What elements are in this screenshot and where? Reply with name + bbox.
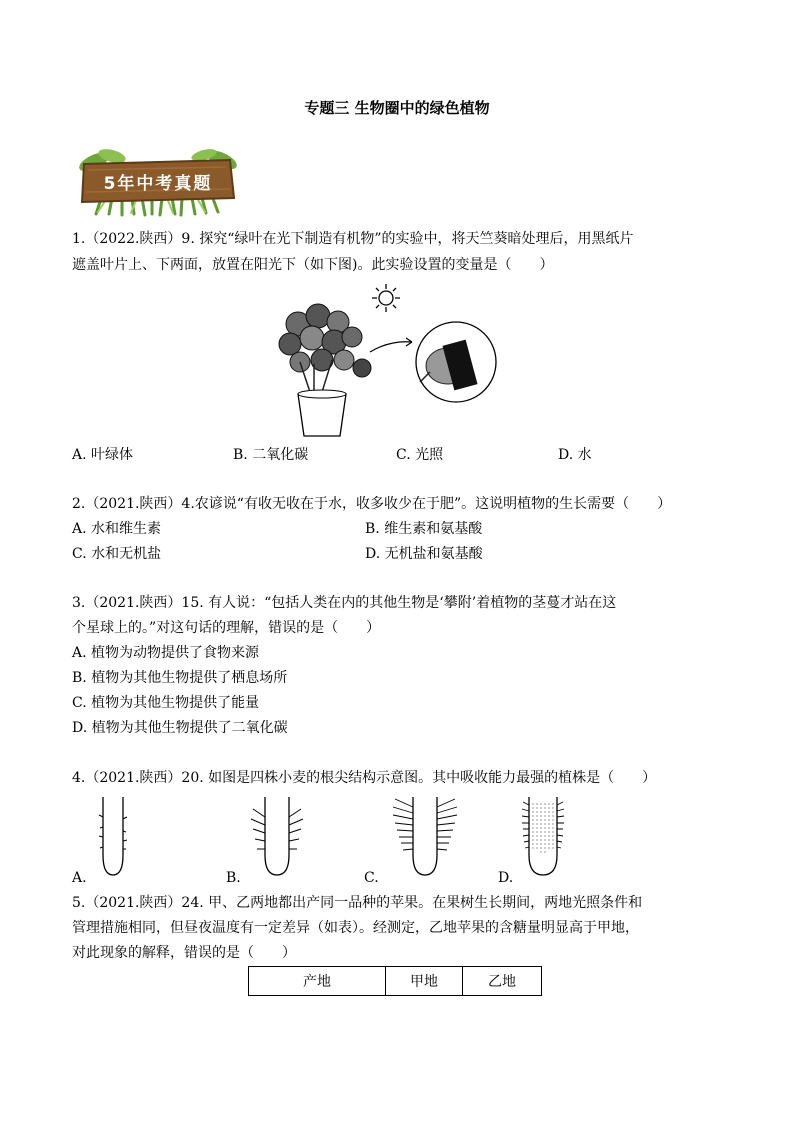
table-header-cell: 乙地 <box>463 967 542 996</box>
q1-stem-line2: 遮盖叶片上、下两面，放置在阳光下（如下图)。此实验设置的变量是（ ） <box>72 257 554 273</box>
q5-stem-line1: 5.（2021.陕西）24. 甲、乙两地都出产同一品种的苹果。在果树生长期间，两地光照条件和 <box>72 895 643 911</box>
q3-stem-line2: 个星球上的。”对这句话的理解，错误的是（ ） <box>72 620 381 636</box>
q1-figure-geranium <box>270 282 520 442</box>
root-tip-b-icon <box>245 795 315 880</box>
q1-option-b[interactable]: B. 二氧化碳 <box>233 447 309 463</box>
arrow-icon <box>370 342 412 352</box>
sun-icon <box>372 284 400 312</box>
q2-option-c[interactable]: C. 水和无机盐 <box>72 546 162 562</box>
q3-option-b[interactable]: B. 植物为其他生物提供了栖息场所 <box>72 670 288 686</box>
table-header-cell: 产地 <box>249 967 386 996</box>
q4-option-d[interactable]: D. <box>498 870 514 886</box>
page-title: 专题三 生物圈中的绿色植物 <box>304 99 490 117</box>
q3-option-d[interactable]: D. 植物为其他生物提供了二氧化碳 <box>72 720 288 736</box>
q2-option-d[interactable]: D. 无机盐和氨基酸 <box>365 546 483 562</box>
table-header-cell: 甲地 <box>386 967 463 996</box>
q2-stem-line1: 2.（2021.陕西）4.农谚说“有收无收在于水，收多收少在于肥”。这说明植物的生长需要（ ） <box>72 496 672 512</box>
q5-stem-line2: 管理措施相同，但昼夜温度有一定差异（如表）。经测定，乙地苹果的含糖量明显高于甲地， <box>72 920 639 936</box>
q3-stem-line1: 3.（2021.陕西）15. 有人说：“包括人类在内的其他生物是‘攀附’着植物的茎蔓才站在这 <box>72 595 617 611</box>
table-row <box>249 967 542 996</box>
root-tip-a-icon <box>95 795 145 880</box>
q1-stem-line1: 1.（2022.陕西）9. 探究“绿叶在光下制造有机物”的实验中，将天竺葵暗处理后，用黑纸片 <box>72 231 634 247</box>
q3-option-c[interactable]: C. 植物为其他生物提供了能量 <box>72 695 260 711</box>
section-badge <box>72 148 242 218</box>
q1-option-a[interactable]: A. 叶绿体 <box>72 447 134 463</box>
q1-option-c[interactable]: C. 光照 <box>396 447 444 463</box>
magnified-leaf-icon <box>416 322 496 402</box>
q5-stem-line3: 对此现象的解释，错误的是（ ） <box>72 945 296 961</box>
root-tip-d-icon <box>515 795 575 880</box>
q5-table <box>248 966 542 996</box>
q3-option-a[interactable]: A. 植物为动物提供了食物来源 <box>72 645 260 661</box>
q4-option-b[interactable]: B. <box>226 870 241 886</box>
q1-option-d[interactable]: D. 水 <box>558 447 592 463</box>
badge-text: 5年中考真题 <box>103 174 213 194</box>
plant-icon <box>279 304 371 436</box>
q4-option-c[interactable]: C. <box>364 870 379 886</box>
root-tip-c-icon <box>385 795 465 880</box>
q4-option-a[interactable]: A. <box>72 870 87 886</box>
q4-stem-line1: 4.（2021.陕西）20. 如图是四株小麦的根尖结构示意图。其中吸收能力最强的植株是（ ） <box>72 770 657 786</box>
q2-option-b[interactable]: B. 维生素和氨基酸 <box>365 521 483 537</box>
q2-option-a[interactable]: A. 水和维生素 <box>72 521 162 537</box>
